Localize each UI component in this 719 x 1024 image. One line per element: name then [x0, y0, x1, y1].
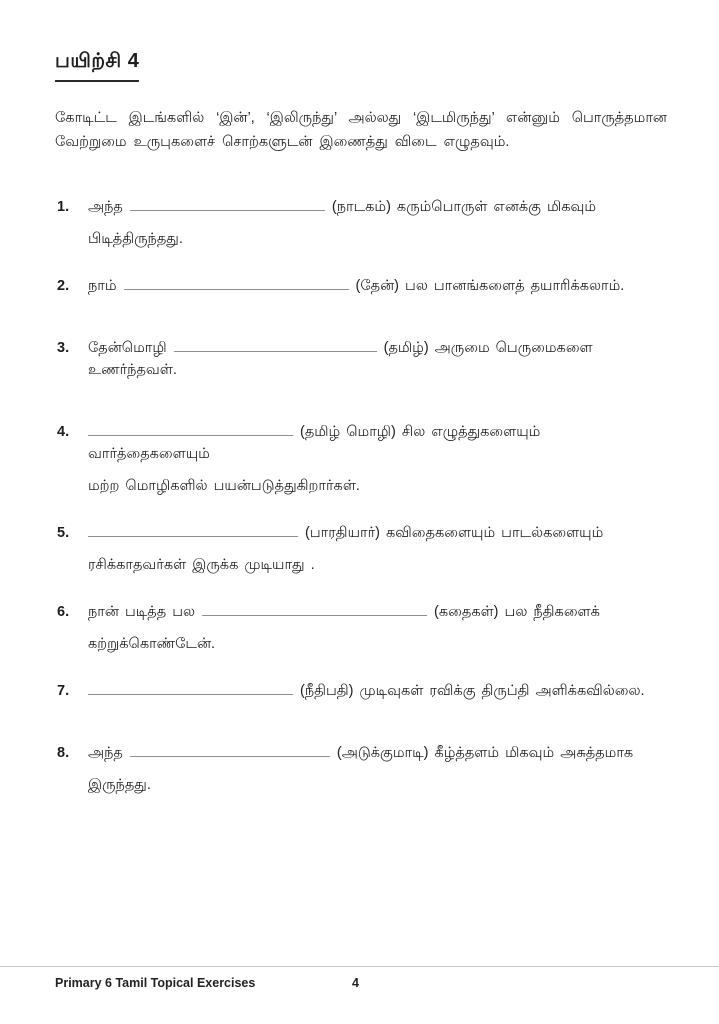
question-body	[88, 522, 667, 576]
answer-blank	[174, 338, 377, 352]
question-text: (தமிழ் மொழி) சில எழுத்துகளையும் வார்த்தைகளையும்	[88, 424, 541, 462]
question-prefix: அந்த	[88, 199, 123, 215]
question-text: (தேன்) பல பானங்களைத் தயாரிக்கலாம்.	[355, 278, 625, 294]
question-number: 7.	[57, 683, 70, 699]
answer-blank	[88, 523, 298, 537]
question-row-8	[57, 742, 667, 796]
page-title	[55, 50, 139, 82]
question-number: 1.	[57, 199, 70, 215]
answer-blank	[130, 743, 330, 757]
question-row-3	[57, 337, 667, 381]
question-continuation: ரசிக்காதவர்கள் இருக்க முடியாது .	[88, 557, 315, 573]
question-continuation: பிடித்திருந்தது.	[88, 231, 183, 247]
question-row-1	[57, 196, 667, 250]
answer-blank	[202, 602, 427, 616]
answer-blank	[88, 681, 293, 695]
question-number: 6.	[57, 604, 70, 620]
question-number: 5.	[57, 525, 70, 541]
question-text: (பாரதியார்) கவிதைகளையும் பாடல்களையும்	[305, 525, 604, 541]
question-number: 8.	[57, 745, 70, 761]
question-number: 3.	[57, 340, 70, 356]
question-prefix: தேன்மொழி	[88, 340, 167, 356]
question-row-2	[57, 275, 667, 297]
question-body	[88, 275, 667, 297]
question-prefix: நாம்	[88, 278, 117, 294]
question-body	[88, 680, 667, 702]
answer-blank	[88, 422, 293, 436]
question-body	[88, 601, 667, 655]
question-text: (கதைகள்) பல நீதிகளைக்	[434, 604, 600, 620]
question-continuation: மற்ற மொழிகளில் பயன்படுத்துகிறார்கள்.	[88, 478, 360, 494]
question-prefix: நான் படித்த பல	[88, 604, 196, 620]
question-body	[88, 196, 667, 250]
question-list	[57, 196, 667, 821]
question-text: (அடுக்குமாடி) கீழ்த்தளம் மிகவும் அசுத்தமாக	[336, 745, 634, 761]
question-continuation: இருந்தது.	[88, 777, 151, 793]
question-text: (நீதிபதி) முடிவுகள் ரவிக்கு திருப்தி அளிக்கவில்லை.	[300, 683, 645, 699]
question-body	[88, 337, 667, 381]
question-continuation: கற்றுக்கொண்டேன்.	[88, 636, 216, 652]
question-row-7	[57, 680, 667, 702]
question-row-6	[57, 601, 667, 655]
answer-blank	[130, 197, 325, 211]
question-text: (தமிழ்) அருமை பெருமைகளை உணர்ந்தவள்.	[88, 340, 593, 378]
page-title-text: பயிற்சி 4	[55, 50, 139, 82]
question-number: 4.	[57, 424, 70, 440]
question-row-5	[57, 522, 667, 576]
footer-divider	[0, 966, 719, 967]
answer-blank	[124, 276, 349, 290]
exercise-instructions: கோடிட்ட இடங்களில் ‘இன்’, ‘இலிருந்து’ அல்லது ‘இடமிருந்து’ என்னும் பொருத்தமான வேற்றுமை உருபுகளைச் சொற்களுடன் இணைத்து விடை எழுதவும்.	[55, 110, 667, 150]
question-body	[88, 421, 667, 497]
question-number: 2.	[57, 278, 70, 294]
footer-book-title: Primary 6 Tamil Topical Exercises	[55, 976, 256, 990]
question-row-4	[57, 421, 667, 497]
question-prefix: அந்த	[88, 745, 123, 761]
footer-page-number: 4	[352, 976, 359, 990]
question-text: (நாடகம்) கரும்பொருள் எனக்கு மிகவும்	[331, 199, 597, 215]
question-body	[88, 742, 667, 796]
